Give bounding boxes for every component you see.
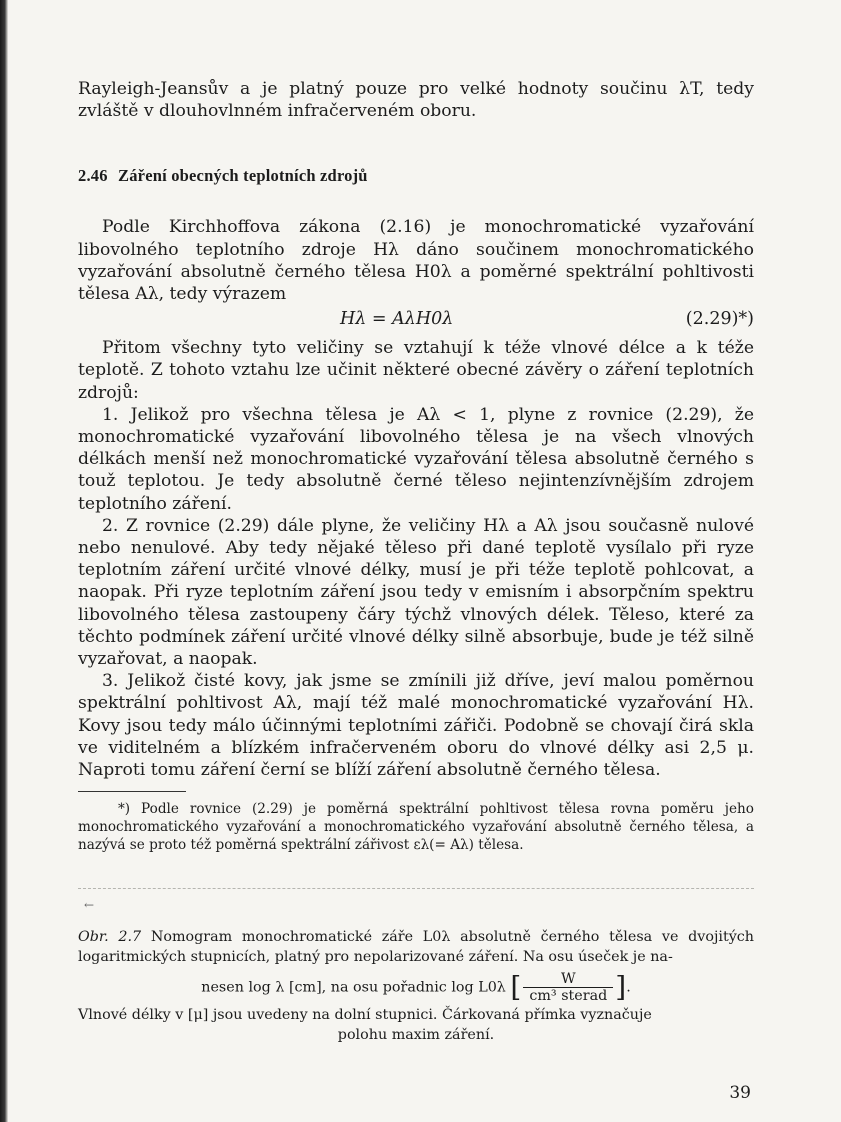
equation-2-29: [78, 305, 754, 337]
left-bracket: [: [510, 970, 522, 1004]
paragraph-kirchhoff: Podle Kirchhoffova zákona (2.16) je monochromatické vyzařování libovolného teplotního zdroje Hλ dáno součinem monochromatického vyzařování absolutně černého tělesa H0λ a poměrné spektrální pohltivosti tělesa Aλ, tedy výrazem: [78, 217, 754, 305]
intro-paragraph: Rayleigh-Jeansův a je platný pouze pro velké hodnoty součinu λT, tedy zvláště v dlouhovlnném infračerveném oboru.: [78, 79, 754, 122]
caption-tail: [78, 1006, 754, 1045]
right-bracket: ]: [615, 970, 627, 1004]
footnote-rule: [78, 791, 186, 792]
caption-text-4: polohu maxim záření.: [337, 1026, 495, 1043]
caption-text-3: Vlnové délky v [μ] jsou uvedeny na dolní stupnici. Čárkovaná přímka vyznačuje: [78, 1007, 652, 1024]
equation-text: Hλ = AλH0λ: [340, 309, 454, 330]
figure-caption: [78, 928, 754, 967]
unit-denominator: cm³ sterad: [529, 988, 608, 1005]
paragraph-conclusions: Přitom všechny tyto veličiny se vztahují k téže vlnové délce a k téže teplotě. Z tohoto vztahu lze učinit některé obecné závěry o záření teplotních zdrojů:: [78, 338, 754, 403]
paragraph-point-3: 3. Jelikož čisté kovy, jak jsme se zmínili již dříve, jeví malou poměrnou spektrální pohltivost Aλ, mají též malé monochromatické vyzařování Hλ. Kovy jsou tedy málo účinnými teplotními zářiči. Podobně se chovají čirá skla ve viditelném a blízkém infračerveném oboru do vlnové délky asi 2,5 μ. Naproti tomu záření černí se blíží záření absolutně černého tělesa.: [78, 671, 754, 781]
paragraph-point-2: 2. Z rovnice (2.29) dále plyne, že veličiny Hλ a Aλ jsou současně nulové nebo nenulové. Aby tedy nějaké těleso při dané teplotě vysílalo při ryze teplotním záření určité vlnové délky, musí je při téže teplotě pohlcovat, a naopak. Při ryze teplotním záření jsou tedy v emisním i absorpčním spektru libovolného tělesa zastoupeny čáry týchž vlnových délek. Těleso, které za těchto podmínek záření určité vlnové délky silně absorbuje, bude je též silně vyzařovat, a naopak.: [78, 515, 754, 670]
paragraph-point-1: 1. Jelikož pro všechna tělesa je Aλ < 1, plyne z rovnice (2.29), že monochromatické vyzařování libovolného tělesa je na všech vlnových délkách menší než monochromatické vyzařování tělesa absolutně černého s touž teplotou. Je tedy absolutně černé těleso nejintenzívnějším zdrojem teplotního záření.: [78, 404, 754, 514]
page-content: [78, 78, 754, 1045]
section-heading: [78, 166, 754, 186]
unit-fraction: [523, 971, 613, 1004]
dashed-separator: [78, 888, 754, 889]
caption-axis-line: nesen log λ [cm], na osu pořadnic log L0λ [ $\frac{W}{\text{cm³ sterad}}$ ].: [201, 970, 631, 1005]
book-binding-shadow: [0, 0, 8, 1122]
footnote: [78, 800, 754, 854]
figure-divider: [78, 880, 754, 920]
equation-number: (2.29)*): [685, 309, 754, 330]
page-number: 39: [729, 1083, 751, 1103]
left-arrow-icon: ←: [84, 898, 95, 913]
section-title: Záření obecných teplotních zdrojů: [118, 166, 368, 186]
caption-text-1: Nomogram monochromatické záře L0λ absolutně černého tělesa ve dvojitých logaritmických stupnicích, platný pro nepolarizované záření. Na osu úseček je na-: [78, 929, 755, 965]
unit-numerator: W: [523, 971, 613, 988]
footnote-text: *) Podle rovnice (2.29) je poměrná spektrální pohltivost tělesa rovna poměru jeho monochromatického vyzařování a monochromatického vyzařování absolutně černého tělesa, a nazývá se proto též poměrná spektrální zářivost ελ(= Aλ) tělesa.: [78, 801, 754, 854]
figure-label: Obr. 2.7: [78, 929, 142, 946]
caption-text-2: nesen log λ [cm], na osu pořadnic log L0λ: [201, 979, 506, 996]
section-number: 2.46: [78, 166, 108, 186]
